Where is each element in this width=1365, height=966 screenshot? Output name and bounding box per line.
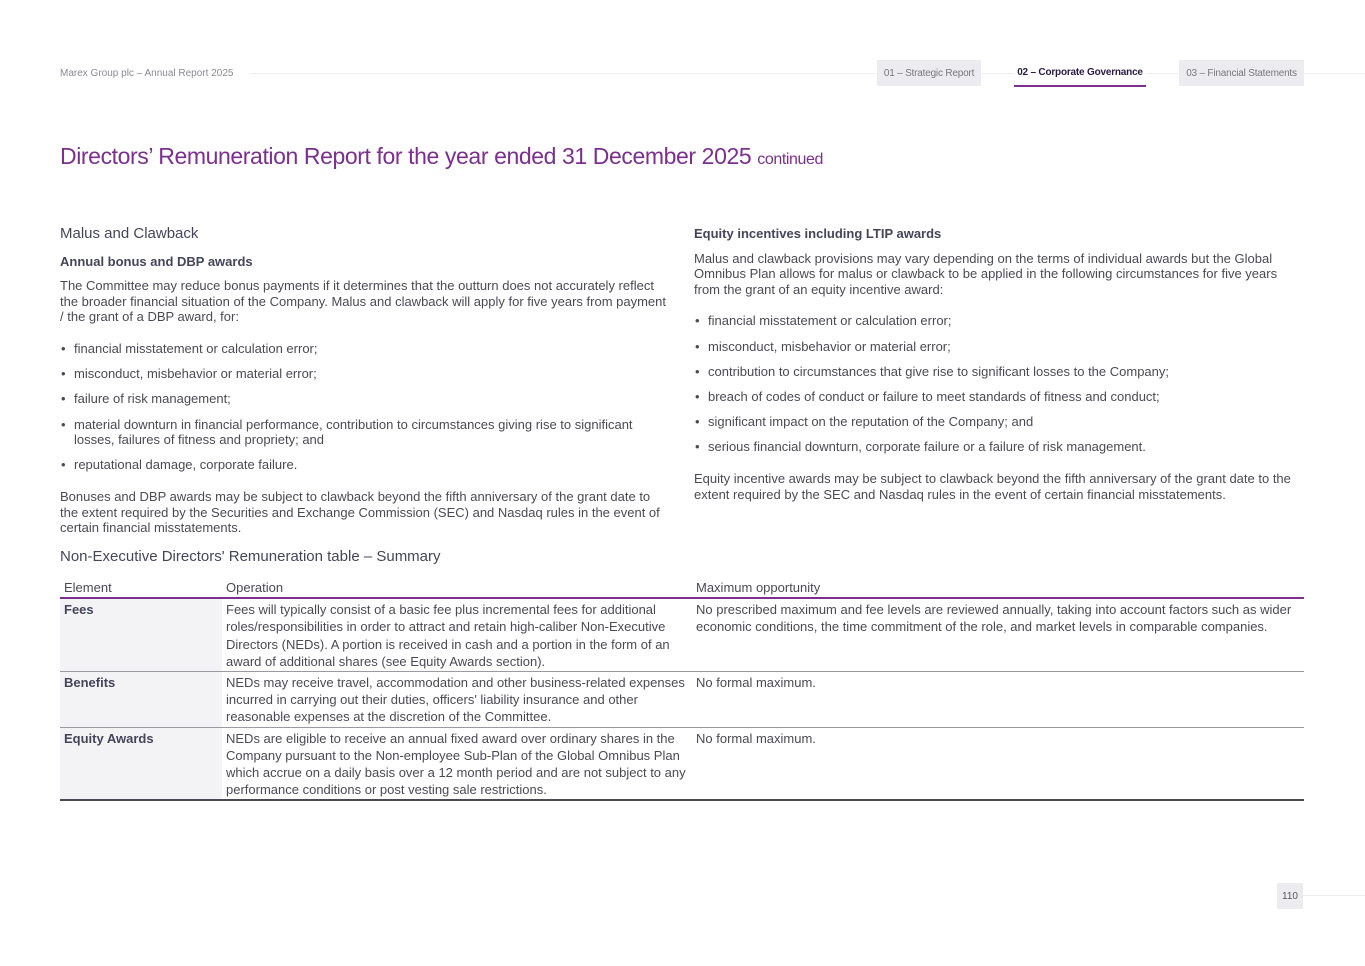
list-item: • failure of risk management; bbox=[60, 391, 668, 407]
list-item: • serious financial downturn, corporate failure or a failure of risk management. bbox=[694, 439, 1306, 455]
table-header-row bbox=[60, 579, 1304, 598]
table-row bbox=[60, 598, 1304, 671]
page-title-main: Directors’ Remuneration Report for the year ended 31 December 2025 bbox=[60, 143, 752, 169]
right-column bbox=[694, 226, 1306, 518]
subheading-annual-bonus: Annual bonus and DBP awards bbox=[60, 253, 253, 269]
page-title bbox=[60, 143, 823, 170]
tab-financial-statements[interactable]: 03 – Financial Statements bbox=[1179, 60, 1304, 86]
column-header-operation: Operation bbox=[222, 579, 692, 598]
list-item: • misconduct, misbehavior or material error; bbox=[60, 366, 668, 382]
table-row bbox=[60, 672, 1304, 728]
report-name: Marex Group plc – Annual Report 2025 bbox=[60, 68, 241, 79]
list-item: • reputational damage, corporate failure. bbox=[60, 457, 668, 473]
subheading-equity-incentives: Equity incentives including LTIP awards bbox=[694, 226, 942, 241]
tab-strategic-report[interactable]: 01 – Strategic Report bbox=[877, 60, 981, 86]
left-intro: The Committee may reduce bonus payments if it determines that the outturn does not accurately reflect the broader financial situation of the Company. Malus and clawback will apply for five years from payment / the grant of a DBP award, for: bbox=[60, 278, 666, 325]
row-element: Fees bbox=[60, 598, 222, 671]
list-item: • material downturn in financial performance, contribution to circumstances giving rise to significant losses, failures of fitness and propriety; and bbox=[60, 417, 668, 448]
row-operation: Fees will typically consist of a basic fee plus incremental fees for additional roles/responsibilities in order to attract and retain high-caliber Non-Executive Directors (NEDs). A portion is received in cash and a portion in the form of an award of additional shares (see Equity Awards section). bbox=[222, 598, 692, 671]
row-element: Benefits bbox=[60, 672, 222, 728]
tab-corporate-governance[interactable]: 02 – Corporate Governance bbox=[1014, 60, 1146, 87]
table-title: Non-Executive Directors' Remuneration table – Summary bbox=[60, 548, 441, 565]
page-number: 110 bbox=[1277, 883, 1303, 909]
row-maximum: No formal maximum. bbox=[692, 727, 1304, 800]
list-item: • significant impact on the reputation of the Company; and bbox=[694, 414, 1306, 430]
row-maximum: No prescribed maximum and fee levels are reviewed annually, taking into account factors such as wider economic conditions, the time commitment of the role, and market levels in comparable companies. bbox=[692, 598, 1304, 671]
left-bullet-list bbox=[60, 341, 668, 473]
section-heading-malus: Malus and Clawback bbox=[60, 225, 199, 242]
table-row bbox=[60, 727, 1304, 800]
left-outro: Bonuses and DBP awards may be subject to clawback beyond the fifth anniversary of the grant date to the extent required by the Securities and Exchange Commission (SEC) and Nasdaq rules in the event of certain financial misstatements. bbox=[60, 488, 660, 536]
list-item: • misconduct, misbehavior or material error; bbox=[694, 339, 1306, 355]
right-bullet-list bbox=[694, 313, 1306, 455]
footer-rule bbox=[1300, 895, 1365, 896]
row-element: Equity Awards bbox=[60, 727, 222, 800]
column-header-maximum: Maximum opportunity bbox=[692, 579, 1304, 598]
list-item: • financial misstatement or calculation error; bbox=[60, 341, 668, 357]
list-item: • breach of codes of conduct or failure to meet standards of fitness and conduct; bbox=[694, 389, 1306, 405]
row-operation: NEDs are eligible to receive an annual fixed award over ordinary shares in the Company pursuant to the Non-employee Sub-Plan of the Global Omnibus Plan which accrue on a daily basis over a 12 month period and are not subject to any performance conditions or post vesting sale restrictions. bbox=[222, 727, 692, 800]
row-operation: NEDs may receive travel, accommodation and other business-related expenses incurred in carrying out their duties, officers' liability insurance and other reasonable expenses at the discretion of the Committee. bbox=[222, 672, 692, 728]
page-title-suffix: continued bbox=[757, 151, 824, 168]
right-outro: Equity incentive awards may be subject to clawback beyond the fifth anniversary of the grant date to the extent required by the SEC and Nasdaq rules in the event of certain financial misstatements. bbox=[694, 470, 1291, 502]
list-item: • contribution to circumstances that give rise to significant losses to the Company; bbox=[694, 364, 1306, 380]
ned-remuneration-table bbox=[60, 579, 1304, 801]
column-header-element: Element bbox=[60, 579, 222, 598]
right-intro: Malus and clawback provisions may vary depending on the terms of individual awards but the Global Omnibus Plan allows for malus or clawback to be applied in the following circumstances for five years from the grant of an equity incentive award: bbox=[694, 250, 1278, 297]
row-maximum: No formal maximum. bbox=[692, 672, 1304, 728]
list-item: • financial misstatement or calculation error; bbox=[694, 313, 1306, 329]
left-column bbox=[60, 226, 668, 552]
